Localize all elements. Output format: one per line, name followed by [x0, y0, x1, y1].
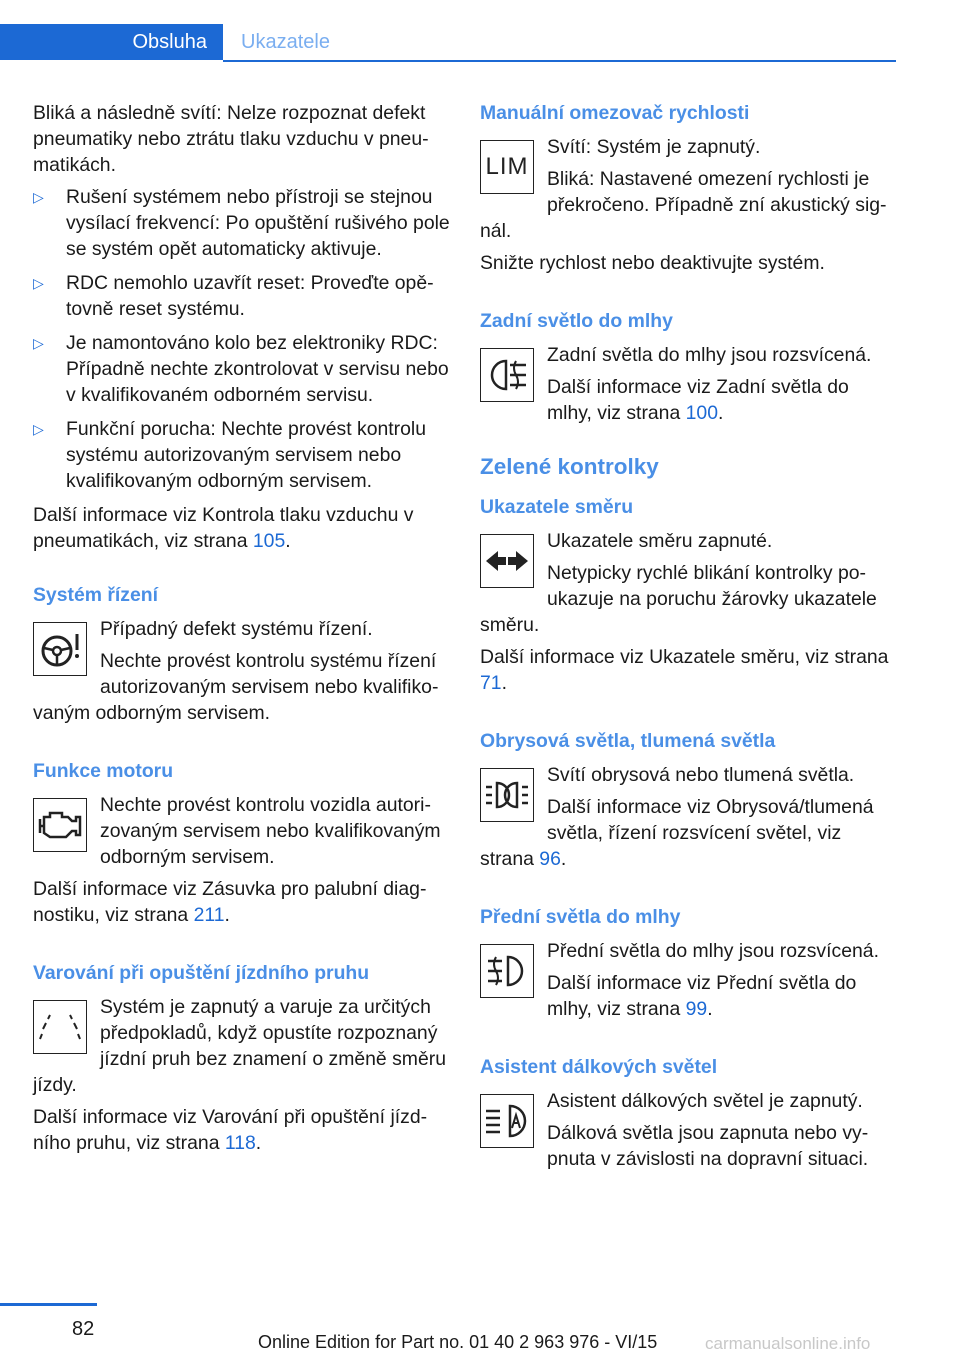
bullet-item: ▷ Rušení systémem nebo přístroji se stejnou vysílací frekvencí: Po opuštění rušivého pole se systém opět automaticky aktivuje. [33, 184, 451, 262]
left-column [33, 100, 451, 1162]
limiter-text-2: Bliká: Nastavené omezení rychlosti je překročeno. Případně zní akustický signál. [480, 168, 887, 242]
right-column [480, 100, 898, 1178]
engine-icon [33, 798, 87, 852]
rdc-more-info: Další informace viz Kontrola tlaku vzduchu v pneumatikách, viz strana 105. [33, 504, 414, 552]
page-link[interactable]: 71 [480, 672, 502, 694]
bullet-item: ▷ Funkční porucha: Nechte provést kontrolu systému autorizovaným servisem nebo kvalifikovaným odborným servisem. [33, 416, 451, 494]
rdc-intro: Bliká a následně svítí: Nelze rozpoznat defekt pneumatiky nebo ztrátu tlaku vzduchu v pneumatikách. [33, 102, 429, 176]
high-beam-heading: Asistent dálkových světel [480, 1056, 718, 1078]
header-tabs [0, 24, 896, 62]
lim-icon-text: LIM [485, 153, 529, 180]
watermark: carmanualsonline.info [705, 1334, 871, 1353]
parking-text-1: Svítí obrysová nebo tlumená světla. [547, 764, 855, 786]
rear-fog-text-1: Zadní světla do mlhy jsou rozsvícená. [547, 344, 872, 366]
limiter-text-3: Snižte rychlost nebo deaktivujte systém. [480, 252, 825, 274]
page-link[interactable]: 211 [193, 904, 225, 926]
tab-obsluha[interactable]: Obsluha [0, 24, 223, 60]
high-beam-text-1: Asistent dálkových světel je zapnutý. [547, 1090, 863, 1112]
edition-text: Online Edition for Part no. 01 40 2 963 976 - VI/15 [258, 1332, 658, 1352]
lane-more-info: Další informace viz Varování při opuštění jízdního pruhu, viz strana 118. [33, 1106, 428, 1154]
front-fog-heading: Přední světla do mlhy [480, 906, 681, 928]
page-number: 82 [72, 1318, 95, 1340]
front-fog-text-1: Přední světla do mlhy jsou rozsvícená. [547, 940, 879, 962]
page-link[interactable]: 105 [252, 530, 286, 552]
turn-signal-icon [480, 534, 534, 588]
front-fog-more-info: Další informace viz Přední světla do mlhy, viz strana 99. [547, 972, 857, 1020]
parking-lights-icon [480, 768, 534, 822]
lane-heading: Varování při opuštění jízdního pruhu [33, 962, 370, 984]
page-link[interactable]: 100 [685, 402, 718, 424]
lane-departure-icon [33, 1000, 87, 1054]
limiter-text-1: Svítí: Systém je zapnutý. [547, 136, 761, 158]
engine-text-1: Nechte provést kontrolu vozidla autorizovaným servisem nebo kvalifikovaným odborným servisem. [100, 794, 441, 868]
engine-more-info: Další informace viz Zásuvka pro palubní diagnostiku, viz strana 211. [33, 878, 427, 926]
high-beam-assistant-icon [480, 1094, 534, 1148]
header-divider [223, 60, 896, 62]
page-link[interactable]: 118 [224, 1132, 256, 1154]
tab-ukazatele[interactable]: Ukazatele [241, 30, 330, 53]
turn-text-1: Ukazatele směru zapnuté. [547, 530, 773, 552]
steering-warning-icon [33, 622, 87, 676]
rear-fog-more-info: Další informace viz Zadní světla do mlhy, viz strana 100. [547, 376, 849, 424]
parking-more-info: Další informace viz Obrysová/tlumená světla, řízení rozsvícení světel, viz strana 96. [480, 796, 874, 870]
bullet-item: ▷ RDC nemohlo uzavřít reset: Proveďte opětovně reset systému. [33, 270, 451, 322]
steering-text-2: Nechte provést kontrolu systému řízení autorizovaným servisem nebo kvalifikovaným odborným servisem. [33, 650, 439, 724]
green-lights-heading: Zelené kontrolky [480, 454, 659, 479]
page-link[interactable]: 96 [539, 848, 561, 870]
high-beam-text-2: Dálková světla jsou zapnuta nebo vypnuta v závislosti na dopravní situaci. [547, 1122, 869, 1170]
page-link[interactable]: 99 [685, 998, 708, 1020]
turn-more-info: Další informace viz Ukazatele směru, viz strana 71. [480, 646, 889, 694]
steering-text-1: Případný defekt systému řízení. [100, 618, 373, 640]
parking-heading: Obrysová světla, tlumená světla [480, 730, 776, 752]
front-fog-icon [480, 944, 534, 998]
lane-text-1: Systém je zapnutý a varuje za určitých předpokladů, když opustíte rozpoznaný jízdní pruh bez znamení o změně směru jízdy. [33, 996, 446, 1096]
steering-heading: Systém řízení [33, 584, 159, 606]
turn-heading: Ukazatele směru [480, 496, 634, 518]
rear-fog-heading: Zadní světlo do mlhy [480, 310, 673, 332]
engine-heading: Funkce motoru [33, 760, 174, 782]
footer-divider [0, 1303, 97, 1306]
rear-fog-icon [480, 348, 534, 402]
bullet-item: ▷ Je namontováno kolo bez elektroniky RDC: Případně nechte zkontrolovat v servisu nebo v kvalifikovaném odborném servisu. [33, 330, 451, 408]
limiter-heading: Manuální omezovač rychlosti [480, 102, 750, 124]
turn-text-2: Netypicky rychlé blikání kontrolky poukazuje na poruchu žárovky ukazatele směru. [480, 562, 877, 636]
lim-icon [480, 140, 534, 194]
